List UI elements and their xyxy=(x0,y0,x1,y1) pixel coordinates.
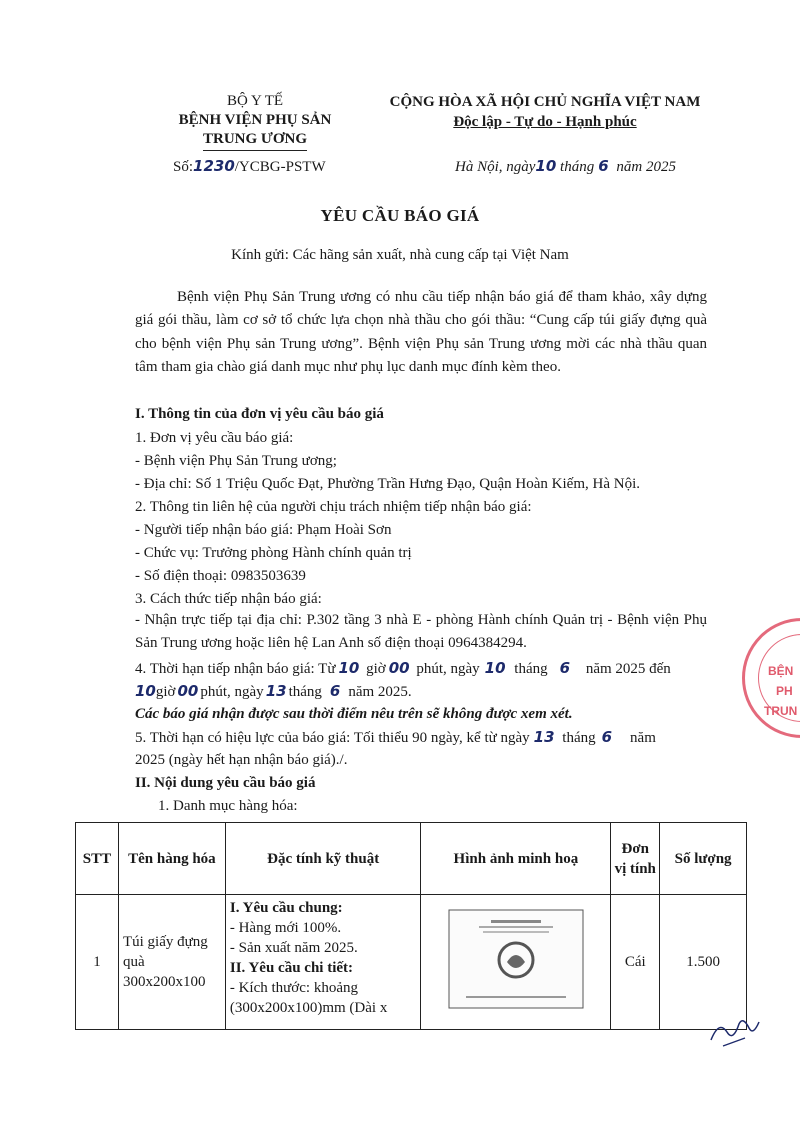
national-motto: Độc lập - Tự do - Hạnh phúc xyxy=(453,114,637,130)
stamp-text-line1: BỆN xyxy=(768,664,794,678)
cell-spec xyxy=(225,895,421,1030)
header-right xyxy=(380,92,710,132)
number-prefix: Số: xyxy=(173,159,194,175)
cell-stt: 1 xyxy=(76,895,119,1030)
section1-item3: 3. Cách thức tiếp nhận báo giá: xyxy=(135,591,322,607)
header-image: Hình ảnh minh hoạ xyxy=(421,823,611,895)
handwritten-validity-month: 6 xyxy=(601,728,613,746)
item4-text-year: năm 2025 đến xyxy=(585,661,671,677)
greeting: Kính gửi: Các hãng sản xuất, nhà cung cấp tại Việt Nam xyxy=(231,247,569,263)
section1-item5-line1 xyxy=(135,727,656,748)
item4-text-month2: tháng xyxy=(288,684,322,700)
section1-item4-line2 xyxy=(135,681,412,702)
spec-line-year: - Sản xuất năm 2025. xyxy=(229,940,358,956)
header-left xyxy=(150,92,360,151)
section1-item2: 2. Thông tin liên hệ của người chịu trách nhiệm tiếp nhận báo giá: xyxy=(135,499,532,515)
section1-heading: I. Thông tin của đơn vị yêu cầu báo giá xyxy=(135,406,384,422)
document-title: YÊU CẦU BÁO GIÁ xyxy=(320,206,480,225)
country-name: CỘNG HÒA XÃ HỘI CHỦ NGHĨA VIỆT NAM xyxy=(389,94,701,110)
item4-text-year2: năm 2025. xyxy=(348,684,412,700)
item4-text-month: tháng xyxy=(514,661,548,677)
section1-item1-a: - Bệnh viện Phụ Sản Trung ương; xyxy=(135,453,337,469)
item5-text-month: tháng xyxy=(562,730,596,746)
spec-heading-general: I. Yêu cầu chung: xyxy=(229,900,343,916)
hospital-name-line2: TRUNG ƯƠNG xyxy=(203,130,307,151)
stamp-text-line3: TRUN xyxy=(764,704,798,718)
handwritten-start-month: 6 xyxy=(559,659,571,677)
date-month-label: tháng xyxy=(560,159,595,175)
header-stt: STT xyxy=(76,823,119,895)
item4-text-hour: giờ xyxy=(366,661,386,677)
item5-text-year: năm xyxy=(630,730,656,746)
item4-text-from: 4. Thời hạn tiếp nhận báo giá: Từ xyxy=(135,661,336,677)
item4-text-hour2: giờ xyxy=(155,684,176,700)
handwritten-end-month: 6 xyxy=(329,682,341,700)
section1-item4-line1 xyxy=(135,658,671,679)
issue-date xyxy=(455,157,676,176)
document-number xyxy=(173,157,326,176)
date-year: năm 2025 xyxy=(616,159,676,175)
section1-item3-a: - Nhận trực tiếp tại địa chỉ: P.302 tầng 3 nhà E - phòng Hành chính Quản trị - Bệnh viện Phụ Sản Trung ương hoặc liên hệ Lan Anh số điện thoại 0964384294. xyxy=(135,612,707,651)
handwritten-end-minute: 00 xyxy=(177,682,199,700)
section1-item2-a: - Người tiếp nhận báo giá: Phạm Hoài Sơn xyxy=(135,522,392,538)
table-row xyxy=(76,895,747,1030)
handwritten-number: 1230 xyxy=(193,157,235,175)
section2-heading: II. Nội dung yêu cầu báo giá xyxy=(135,775,316,791)
spec-line-size: - Kích thước: khoảng (300x200x100)mm (Dài x xyxy=(229,980,388,1016)
header-name: Tên hàng hóa xyxy=(118,823,225,895)
item4-text-day2: phút, ngày xyxy=(200,684,264,700)
handwritten-day: 10 xyxy=(535,157,557,175)
section1-item2-b: - Chức vụ: Trưởng phòng Hành chính quản trị xyxy=(135,545,412,561)
date-place: Hà Nội, ngày xyxy=(455,159,536,175)
handwritten-month: 6 xyxy=(598,157,609,175)
intro-paragraph: Bệnh viện Phụ Sản Trung ương có nhu cầu tiếp nhận báo giá để tham khảo, xây dựng giá gói thầu, làm cơ sở tổ chức lựa chọn nhà thầu cho gói thầu: “Cung cấp túi giấy đựng quà cho bệnh viện Phụ sản Trung ương”. Bệnh viện Phụ sản Trung ương mời các nhà thầu quan tâm tham gia chào giá danh mục như phụ lục danh mục đính kèm theo. xyxy=(135,289,707,376)
header-qty: Số lượng xyxy=(660,823,747,895)
item5-text: 5. Thời hạn có hiệu lực của báo giá: Tối thiểu 90 ngày, kể từ ngày xyxy=(135,730,530,746)
goods-table xyxy=(75,822,747,1030)
section1-item5-line2: 2025 (ngày hết hạn nhận báo giá)./. xyxy=(135,752,348,768)
cell-unit: Cái xyxy=(611,895,660,1030)
hospital-name-line1: BỆNH VIỆN PHỤ SẢN xyxy=(178,112,332,128)
handwritten-validity-day: 13 xyxy=(533,728,555,746)
section1-item1: 1. Đơn vị yêu cầu báo giá: xyxy=(135,430,294,446)
ministry-name: BỘ Y TẾ xyxy=(226,93,284,109)
table-header-row xyxy=(76,823,747,895)
cell-image xyxy=(421,895,611,1030)
late-notice: Các báo giá nhận được sau thời điểm nêu trên sẽ không được xem xét. xyxy=(135,706,573,722)
spec-heading-detail: II. Yêu cầu chi tiết: xyxy=(229,960,354,976)
header-spec: Đặc tính kỹ thuật xyxy=(225,823,421,895)
header-unit: Đơn vị tính xyxy=(611,823,660,895)
spec-line-new: - Hàng mới 100%. xyxy=(229,920,342,936)
handwritten-start-hour: 10 xyxy=(338,659,360,677)
section1-item2-c: - Số điện thoại: 0983503639 xyxy=(135,568,306,584)
cell-qty: 1.500 xyxy=(660,895,747,1030)
handwritten-start-day: 10 xyxy=(484,659,506,677)
handwritten-end-hour: 10 xyxy=(135,682,156,700)
stamp-text-line2: PH xyxy=(776,684,793,698)
item4-text-day: phút, ngày xyxy=(416,661,480,677)
section2-item1: 1. Danh mục hàng hóa: xyxy=(158,798,298,814)
handwritten-end-day: 13 xyxy=(265,682,287,700)
number-suffix: /YCBG-PSTW xyxy=(234,159,326,175)
initials-signature xyxy=(705,1010,765,1050)
cell-name: Túi giấy đựng quà 300x200x100 xyxy=(118,895,225,1030)
handwritten-start-minute: 00 xyxy=(388,659,410,677)
section1-item1-b: - Địa chỉ: Số 1 Triệu Quốc Đạt, Phường Trần Hưng Đạo, Quận Hoàn Kiếm, Hà Nội. xyxy=(135,476,640,492)
gift-bag-illustration xyxy=(441,904,591,1014)
